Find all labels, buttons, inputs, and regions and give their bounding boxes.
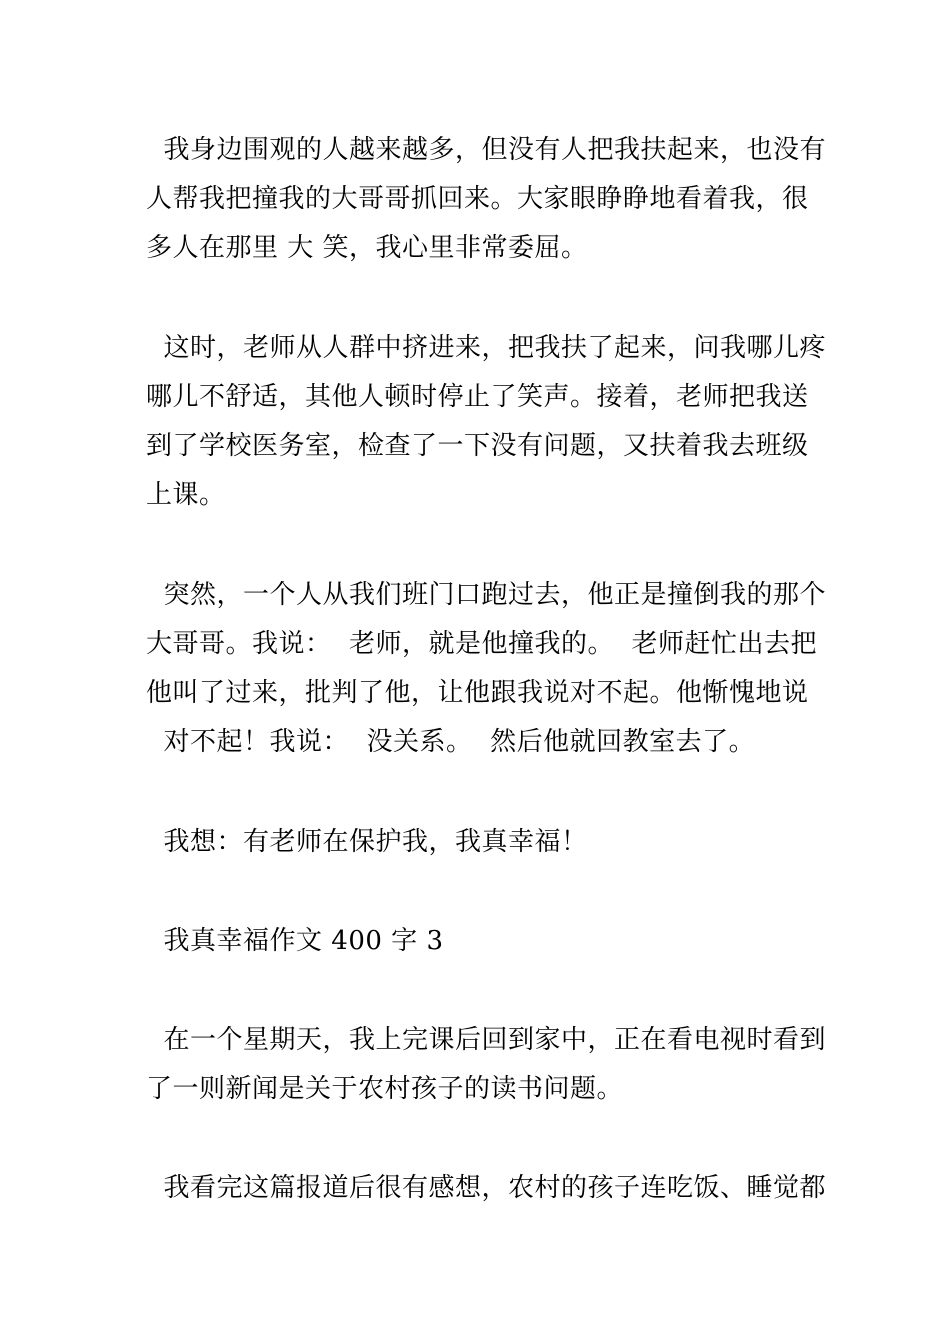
- text-line: 大哥哥。我说： 老师，就是他撞我的。 老师赶忙出去把: [146, 629, 818, 659]
- text-line: 上课。: [146, 480, 226, 510]
- text-line: 多人在那里 大 笑，我心里非常委屈。: [146, 233, 588, 263]
- text-line: 对不起！我说： 没关系。 然后他就回教室去了。: [146, 727, 756, 757]
- section-heading: 我真幸福作文 400 字 3: [146, 926, 444, 956]
- text-line: 我想：有老师在保护我，我真幸福！: [146, 827, 588, 857]
- text-line: 我看完这篇报道后很有感想，农村的孩子连吃饭、睡觉都: [146, 1173, 827, 1203]
- text-line: 这时，老师从人群中挤进来，把我扶了起来，问我哪儿疼: [146, 333, 827, 363]
- text-line: 人帮我把撞我的大哥哥抓回来。大家眼睁睁地看着我，很: [146, 184, 809, 214]
- text-line: 了一则新闻是关于农村孩子的读书问题。: [146, 1074, 624, 1104]
- text-line: 到了学校医务室，检查了一下没有问题，又扶着我去班级: [146, 431, 809, 461]
- text-line: 哪儿不舒适，其他人顿时停止了笑声。接着，老师把我送: [146, 382, 809, 412]
- text-line: 在一个星期天，我上完课后回到家中，正在看电视时看到: [146, 1025, 827, 1055]
- text-line: 他叫了过来，批判了他，让他跟我说对不起。他惭愧地说: [146, 678, 809, 708]
- text-line: 突然，一个人从我们班门口跑过去，他正是撞倒我的那个: [146, 580, 827, 610]
- text-line: 我身边围观的人越来越多，但没有人把我扶起来，也没有: [146, 135, 827, 165]
